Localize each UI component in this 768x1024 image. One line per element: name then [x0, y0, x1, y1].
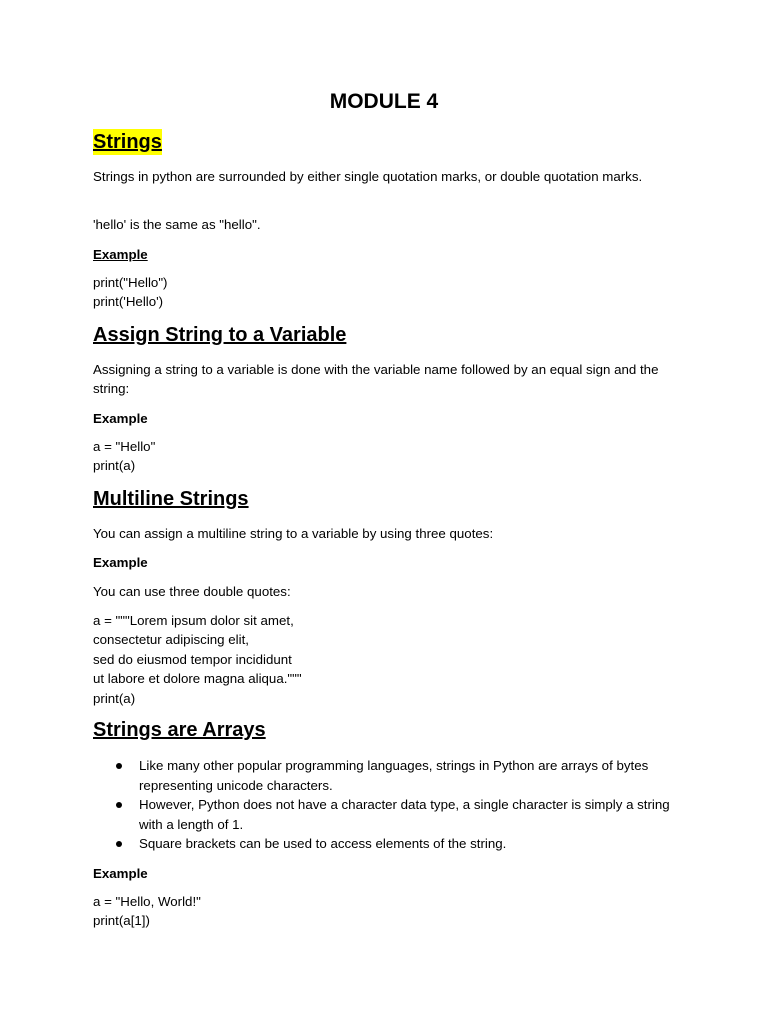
bullet-icon: [116, 802, 122, 808]
code-line: sed do eiusmod tempor incididunt: [93, 651, 292, 667]
code-line: a = """Lorem ipsum dolor sit amet,: [93, 613, 294, 628]
list-item: [93, 795, 678, 834]
code-block: [93, 273, 167, 312]
paragraph: 'hello' is the same as "hello".: [93, 217, 261, 232]
bullet-icon: [116, 841, 122, 847]
section-heading-strings-are-arrays: Strings are Arrays: [93, 719, 266, 741]
code-line: print('Hello'): [93, 294, 164, 310]
list-item-text: However, Python does not have a character data type, a single character is simply a string with a length of 1.: [139, 797, 670, 832]
code-block: [93, 892, 201, 931]
bullet-list: [93, 756, 678, 854]
bullet-icon: [116, 763, 122, 769]
page-title: MODULE 4: [329, 90, 439, 113]
code-block: [93, 437, 155, 476]
paragraph: You can assign a multiline string to a variable by using three quotes:: [93, 526, 494, 541]
paragraph: You can use three double quotes:: [93, 584, 291, 599]
section-heading-assign-string: Assign String to a Variable: [93, 324, 347, 346]
code-block: [93, 611, 302, 708]
list-item-text: Like many other popular programming languages, strings in Python are arrays of bytes representing unicode characters.: [139, 758, 649, 793]
list-item-text: Square brackets can be used to access elements of the string.: [139, 836, 507, 852]
code-line: print(a[1]): [93, 913, 150, 929]
example-label: Example: [93, 866, 148, 881]
paragraph: Assigning a string to a variable is done with the variable name followed by an equal sign and the string:: [93, 362, 659, 397]
code-line: consectetur adipiscing elit,: [93, 632, 249, 648]
code-line: ut labore et dolore magna aliqua.""": [93, 671, 302, 687]
list-item: [93, 756, 678, 795]
code-line: print(a): [93, 690, 136, 706]
section-heading-strings: Strings: [93, 131, 162, 153]
list-item: [93, 834, 678, 854]
example-label: Example: [93, 555, 148, 570]
example-label: Example: [93, 411, 148, 426]
code-line: a = "Hello": [93, 439, 156, 454]
paragraph: Strings in python are surrounded by either single quotation marks, or double quotation marks.: [93, 169, 643, 184]
code-line: print("Hello"): [93, 275, 168, 290]
code-line: a = "Hello, World!": [93, 894, 201, 909]
example-label: Example: [93, 247, 148, 262]
code-line: print(a): [93, 458, 136, 474]
section-heading-multiline-strings: Multiline Strings: [93, 488, 249, 510]
